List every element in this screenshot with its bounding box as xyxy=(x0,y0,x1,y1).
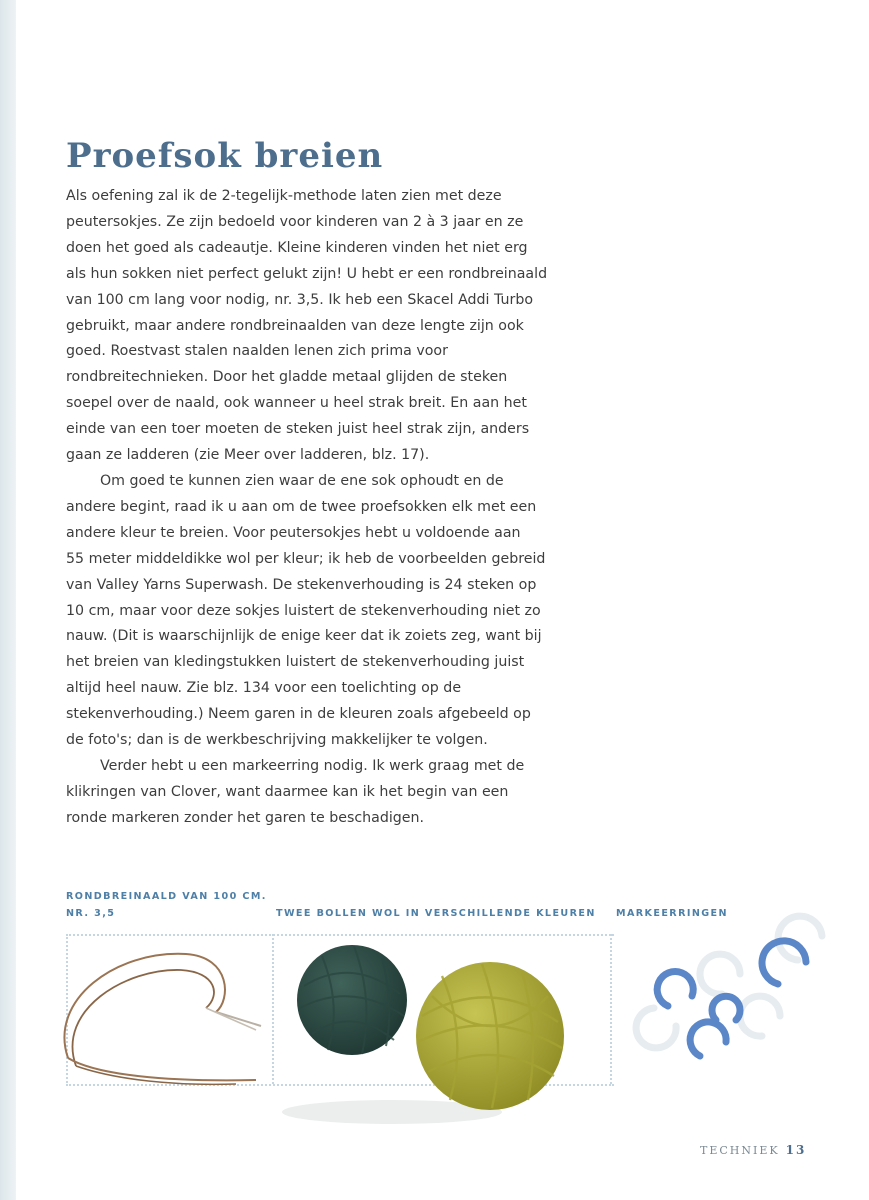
text-line: klikringen van Clover, want daarmee kan ik het begin van een xyxy=(66,783,509,800)
text-line: goed. Roestvast stalen naalden lenen zich prima voor xyxy=(66,343,448,360)
text-line: rondbreitechnieken. Door het gladde metaal glijden de steken xyxy=(66,369,508,386)
text-line: 10 cm, maar voor deze sokjes luistert de stekenverhouding niet zo xyxy=(66,602,541,619)
text-line: Om goed te kunnen zien waar de ene sok ophoudt en de xyxy=(100,472,504,489)
text-line: van 100 cm lang voor nodig, nr. 3,5. Ik heb een Skacel Addi Turbo xyxy=(66,291,534,308)
yarn-balls-photo xyxy=(282,936,582,1132)
caption-needle-line2: NR. 3,5 xyxy=(66,908,116,919)
marker-rings-photo xyxy=(614,908,844,1068)
text-line: gaan ze ladderen (zie Meer over ladderen, blz. 17). xyxy=(66,447,430,464)
caption-yarn: TWEE BOLLEN WOL IN VERSCHILLENDE KLEUREN xyxy=(276,908,596,919)
green-yarn-ball xyxy=(297,945,407,1055)
text-line: stekenverhouding.) Neem garen in de kleuren zoals afgebeeld op xyxy=(66,706,531,723)
needle-cable xyxy=(68,1058,256,1080)
page-title: Proefsok breien xyxy=(66,136,384,176)
page-footer xyxy=(700,1143,806,1157)
caption-needle xyxy=(66,888,267,922)
photo-divider xyxy=(272,934,274,1084)
text-line: nauw. (Dit is waarschijnlijk de enige keer dat ik zoiets zeg, want bij xyxy=(66,628,542,645)
text-line: einde van een toer moeten de steken juist heel strak zijn, anders xyxy=(66,421,530,438)
marker-ring-white xyxy=(636,916,822,1048)
page-edge-strip xyxy=(0,0,16,1200)
text-line: altijd heel nauw. Zie blz. 134 voor een toelichting op de xyxy=(66,680,462,697)
text-line: als hun sokken niet perfect gelukt zijn! U hebt er een rondbreinaald xyxy=(66,265,548,282)
body-text xyxy=(66,184,546,832)
text-line: soepel over de naald, ook wanneer u heel strak breit. En aan het xyxy=(66,395,527,412)
circular-needle-photo xyxy=(56,940,270,1090)
needle-cable xyxy=(73,970,214,1066)
page-number: 13 xyxy=(785,1143,807,1157)
caption-needle-line1: RONDBREINAALD VAN 100 CM. xyxy=(66,891,267,902)
needle-tip xyxy=(216,1012,261,1026)
photo-divider xyxy=(610,934,612,1084)
text-line: peutersokjes. Ze zijn bedoeld voor kinderen van 2 à 3 jaar en ze xyxy=(66,213,524,230)
text-line: andere begint, raad ik u aan om de twee proefsokken elk met een xyxy=(66,498,537,515)
needle-tip xyxy=(206,1008,256,1030)
text-line: het breien van kledingstukken luistert de stekenverhouding juist xyxy=(66,654,525,671)
yellow-yarn-ball xyxy=(416,962,564,1110)
text-line: Verder hebt u een markeerring nodig. Ik werk graag met de xyxy=(100,757,525,774)
text-line: andere kleur te breien. Voor peutersokjes hebt u voldoende aan xyxy=(66,524,521,541)
text-line: gebruikt, maar andere rondbreinaalden van deze lengte zijn ook xyxy=(66,317,524,334)
footer-section: TECHNIEK xyxy=(700,1144,780,1157)
text-line: Als oefening zal ik de 2-tegelijk-methode laten zien met deze xyxy=(66,188,502,204)
text-line: doen het goed als cadeautje. Kleine kinderen vinden het niet erg xyxy=(66,239,528,256)
text-line: 55 meter middeldikke wol per kleur; ik heb de voorbeelden gebreid xyxy=(66,550,546,567)
text-line: de foto's; dan is de werkbeschrijving makkelijker te volgen. xyxy=(66,732,488,749)
text-line: van Valley Yarns Superwash. De stekenverhouding is 24 steken op xyxy=(66,576,537,593)
text-line: ronde markeren zonder het garen te beschadigen. xyxy=(66,809,425,826)
caption-markers: MARKEERRINGEN xyxy=(616,908,728,919)
needle-cable xyxy=(64,954,225,1058)
